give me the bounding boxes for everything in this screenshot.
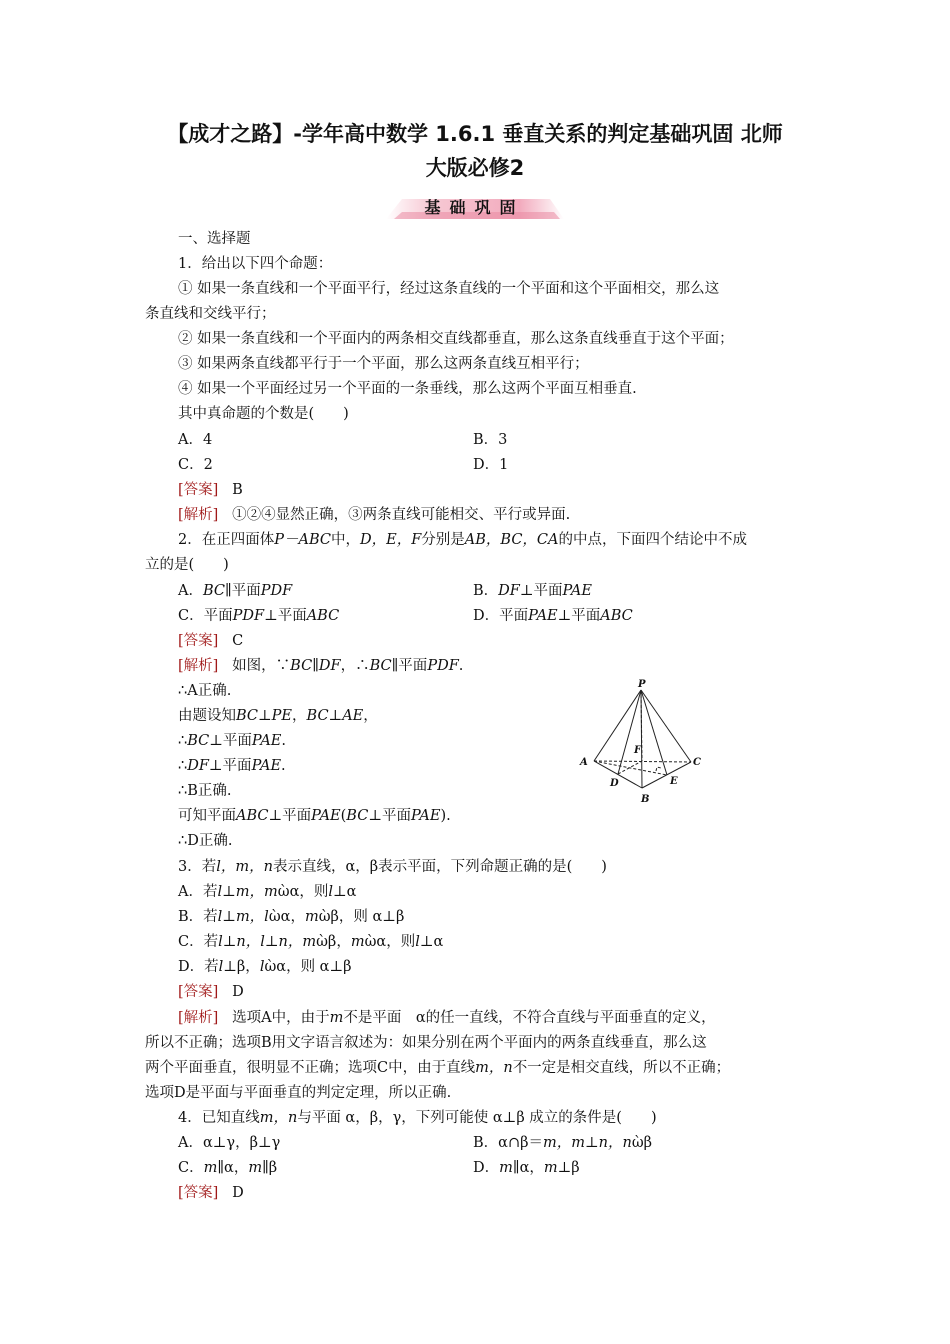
an-part: BC <box>290 658 313 674</box>
q4-part: m，n <box>259 1110 298 1126</box>
q2-stem-part: AB，BC，CA <box>464 532 559 548</box>
opt-part: m，m <box>542 1135 585 1151</box>
page-title-line-1: 【成才之路】-学年高中数学 1.6.1 垂直关系的判定基础巩固 北师 <box>167 122 783 146</box>
an-part: PAE <box>251 758 282 774</box>
q2-analysis-line-4 <box>178 729 286 754</box>
q2-analysis-line-1 <box>178 654 463 679</box>
q4-part: 4．已知直线 <box>178 1110 260 1126</box>
analysis-tag: [解析] <box>178 1010 219 1026</box>
q2-stem-part: 分别是 <box>421 532 465 548</box>
answer-value: D <box>232 1185 244 1201</box>
opt-part: A．若 <box>178 884 218 900</box>
edge-pc <box>641 690 691 762</box>
q1-option-b: B．3 <box>473 432 508 448</box>
an-part: . <box>281 758 286 774</box>
opt-part: ABC <box>600 608 633 624</box>
an-part: m <box>329 1010 344 1026</box>
an-part: 可知平面 <box>178 808 236 824</box>
q4-option-b <box>473 1131 652 1156</box>
opt-part: ὼα，则 α⊥β <box>264 959 352 975</box>
answer-value: B <box>232 482 243 498</box>
opt-part: PAE <box>562 583 592 599</box>
q3-option-b <box>178 905 404 930</box>
an-part: BC <box>236 708 259 724</box>
opt-part: ∥α， <box>217 1160 249 1176</box>
opt-part: ∥β <box>262 1160 278 1176</box>
q2-option-a <box>178 579 292 604</box>
q2-analysis-line-3 <box>178 704 378 729</box>
opt-part: l <box>217 884 223 900</box>
q3-part: 表示平面，下列命题正确的是( ) <box>378 859 607 875</box>
q4-stem <box>178 1106 657 1131</box>
opt-part: PDF <box>232 608 265 624</box>
section-banner <box>382 196 567 222</box>
q2-option-b <box>473 579 592 604</box>
an-part: DF <box>187 758 209 774</box>
an-part: 如图，∵ <box>232 658 291 674</box>
label-f: F <box>634 745 642 756</box>
opt-part: ⊥ <box>222 909 236 925</box>
opt-part: ⊥平面 <box>264 608 307 624</box>
q3-analysis-line-3 <box>145 1056 730 1081</box>
label-e: E <box>670 776 678 787</box>
answer-tag: [答案] <box>178 984 219 1000</box>
q2-analysis-line-6: ∴B正确. <box>178 783 232 799</box>
opt-part: l <box>217 909 223 925</box>
opt-part: m <box>203 1160 218 1176</box>
opt-part: ὼβ，则 α⊥β <box>318 909 405 925</box>
an-part: . <box>281 733 286 749</box>
an-part: ⊥平面 <box>368 808 411 824</box>
opt-part: PDF <box>260 583 293 599</box>
an-part: 由题设知 <box>178 708 236 724</box>
q2-stem-cont: 立的是( ) <box>145 557 229 573</box>
q3-option-a <box>178 880 356 905</box>
q1-proposition-2: ② 如果一条直线和一个平面内的两条相交直线都垂直，那么这条直线垂直于这个平面； <box>178 331 734 347</box>
an-part: PE <box>271 708 293 724</box>
label-c: C <box>693 757 701 768</box>
opt-part: ∥α， <box>512 1160 544 1176</box>
opt-part: ⊥ <box>222 934 237 950</box>
an-part: ， <box>292 708 307 724</box>
q3-analysis-line-1 <box>178 1006 716 1031</box>
q2-stem <box>178 528 747 553</box>
banner-label: 基础巩固 <box>424 198 525 217</box>
opt-part: ⊥β， <box>223 959 260 975</box>
q1-option-d: D．1 <box>473 457 509 473</box>
opt-part: m，l <box>235 909 269 925</box>
an-part: BC <box>346 808 369 824</box>
q2-answer <box>178 629 243 654</box>
q1-proposition-1-cont: 条直线和交线平行； <box>145 306 276 322</box>
an-part: . <box>458 658 464 674</box>
opt-part: l <box>328 884 334 900</box>
opt-part: C．若 <box>178 934 219 950</box>
q3-analysis-line-4: 选项D是平面与平面垂直的判定定理，所以正确. <box>145 1085 452 1101</box>
an-part: ( <box>340 808 347 824</box>
opt-part: ⊥α <box>419 934 444 950</box>
opt-part: ⊥ <box>584 1135 599 1151</box>
opt-part: ∥平面 <box>225 583 261 599</box>
opt-part: m <box>248 1160 263 1176</box>
q3-part: 3．若 <box>178 859 217 875</box>
opt-part: m <box>499 1160 513 1176</box>
opt-part: B．α∩β＝ <box>473 1135 543 1151</box>
opt-part: l <box>218 934 223 950</box>
opt-part: ⊥平面 <box>519 583 563 599</box>
edge-pb <box>641 690 642 788</box>
label-p: P <box>638 679 646 690</box>
analysis-text: ①②④显然正确，③两条直线可能相交、平行或异面. <box>232 507 571 523</box>
opt-part: l <box>259 959 265 975</box>
an-part: BC <box>187 733 210 749</box>
opt-part: ὼα，则 <box>364 934 416 950</box>
opt-part: m <box>350 934 365 950</box>
opt-part: n，n <box>598 1135 632 1151</box>
opt-part: l <box>415 934 420 950</box>
opt-part: ⊥α <box>333 884 357 900</box>
page-title-line-2: 大版必修2 <box>425 156 525 180</box>
opt-part: ⊥ <box>264 934 279 950</box>
segment-ae <box>594 761 667 775</box>
q2-stem-part: D，E，F <box>359 532 422 548</box>
an-part: ∥平面 <box>391 658 428 674</box>
q3-analysis-line-2: 所以不正确；选项B用文字语言叙述为：如果分别在两个平面内的两条直线垂直，那么这 <box>145 1035 707 1051</box>
an-part: ， <box>363 708 378 724</box>
q1-question: 其中真命题的个数是( ) <box>178 406 349 422</box>
opt-part: n，m <box>278 934 317 950</box>
an-part: ⊥平面 <box>209 733 252 749</box>
q3-part: l，m，n <box>216 859 273 875</box>
an-part: PAE <box>311 808 341 824</box>
q2-stem-part: 的中点，下面四个结论中不成 <box>558 532 747 548</box>
q1-proposition-3: ③ 如果两条直线都平行于一个平面，那么这两条直线互相平行； <box>178 356 589 372</box>
q1-analysis <box>178 503 570 528</box>
answer-tag: [答案] <box>178 633 219 649</box>
label-d: D <box>610 778 619 789</box>
an-part: ). <box>440 808 451 824</box>
label-a: A <box>580 757 588 768</box>
q3-option-c <box>178 930 443 955</box>
q4-option-a: A．α⊥γ，β⊥γ <box>178 1135 281 1151</box>
an-part: ∴ <box>178 758 188 774</box>
opt-part: ὼβ <box>631 1135 653 1151</box>
opt-part: ⊥平面 <box>557 608 601 624</box>
q4-answer <box>178 1181 244 1206</box>
q2-stem-part: 中， <box>330 532 360 548</box>
opt-part: BC <box>202 583 226 599</box>
opt-part: B．若 <box>178 909 218 925</box>
opt-part: D．若 <box>178 959 219 975</box>
an-part: AE <box>342 708 364 724</box>
opt-part: C． <box>178 1160 204 1176</box>
q1-stem: 1．给出以下四个命题： <box>178 256 333 272</box>
an-part: m，n <box>475 1060 513 1076</box>
tetrahedron-figure <box>576 678 712 808</box>
q3-part: 表示直线， <box>272 859 346 875</box>
an-part: ⊥平面 <box>268 808 312 824</box>
answer-tag: [答案] <box>178 1185 219 1201</box>
q3-option-d <box>178 955 352 980</box>
an-part: ∥ <box>312 658 319 674</box>
an-part: ⊥ <box>258 708 272 724</box>
q2-option-d <box>473 604 633 629</box>
q1-option-a: A．4 <box>178 432 213 448</box>
right-angle-mark <box>656 767 661 771</box>
q3-answer <box>178 980 244 1005</box>
edge-ac <box>594 761 691 762</box>
q4-option-d <box>473 1156 580 1181</box>
opt-part: ABC <box>306 608 340 624</box>
opt-part: A． <box>178 583 203 599</box>
analysis-tag: [解析] <box>178 658 219 674</box>
q4-option-c <box>178 1156 277 1181</box>
opt-part: ⊥β <box>557 1160 580 1176</box>
an-part: 不一定是相交直线，所以不正确； <box>512 1060 731 1076</box>
answer-tag: [答案] <box>178 482 219 498</box>
an-part: DF <box>318 658 341 674</box>
q2-option-c <box>178 604 339 629</box>
an-part: ⊥ <box>328 708 343 724</box>
opt-part: DF <box>498 583 520 599</box>
q2-analysis-line-5 <box>178 754 286 779</box>
opt-part: D． <box>473 1160 500 1176</box>
opt-part: m <box>543 1160 558 1176</box>
an-part: ∴ <box>178 733 188 749</box>
an-part: 不是平面 α的任一直线，不符合直线与平面垂直的定义， <box>343 1010 716 1026</box>
an-part: ABC <box>236 808 269 824</box>
q1-proposition-4: ④ 如果一个平面经过另一个平面的一条垂线，那么这两个平面互相垂直. <box>178 381 637 397</box>
an-part: 选项A中，由于 <box>232 1010 330 1026</box>
opt-part: ὼα， <box>268 909 305 925</box>
answer-value: D <box>232 984 244 1000</box>
q1-proposition-1: ① 如果一条直线和一个平面平行，经过这条直线的一个平面和这个平面相交，那么这 <box>178 281 720 297</box>
opt-part: ⊥ <box>222 884 236 900</box>
q3-stem <box>178 855 607 880</box>
an-part: ，∴ <box>340 658 370 674</box>
q2-analysis-line-7 <box>178 804 451 829</box>
q2-analysis-line-8: ∴D正确. <box>178 833 233 849</box>
opt-part: l <box>218 959 224 975</box>
an-part: 两个平面垂直，很明显不正确；选项C中，由于直线 <box>145 1060 476 1076</box>
segment-pe <box>641 690 667 775</box>
q2-analysis-line-2: ∴A正确. <box>178 683 232 699</box>
opt-part: B． <box>473 583 499 599</box>
an-part: ⊥平面 <box>208 758 252 774</box>
label-b: B <box>641 794 650 805</box>
section-heading: 一、选择题 <box>178 231 251 247</box>
opt-part: n，l <box>236 934 265 950</box>
opt-part: ὼβ， <box>316 934 351 950</box>
answer-value: C <box>232 633 244 649</box>
q4-part: 与平面 α，β，γ，下列可能使 α⊥β 成立的条件是( ) <box>297 1110 657 1126</box>
q2-stem-part: P－ABC <box>274 532 331 548</box>
q1-option-c: C．2 <box>178 457 213 473</box>
an-part: PAE <box>410 808 441 824</box>
analysis-tag: [解析] <box>178 507 219 523</box>
opt-part: m，m <box>235 884 278 900</box>
opt-part: m <box>304 909 319 925</box>
opt-part: PAE <box>528 608 558 624</box>
q1-answer <box>178 478 243 503</box>
opt-part: D．平面 <box>473 608 529 624</box>
opt-part: ὼα，则 <box>277 884 329 900</box>
q3-part: α，β <box>345 859 379 875</box>
an-part: BC <box>369 658 392 674</box>
opt-part: C．平面 <box>178 608 233 624</box>
an-part: PDF <box>427 658 459 674</box>
an-part: PAE <box>251 733 282 749</box>
q2-stem-part: 2．在正四面体 <box>178 532 275 548</box>
an-part: BC <box>306 708 329 724</box>
